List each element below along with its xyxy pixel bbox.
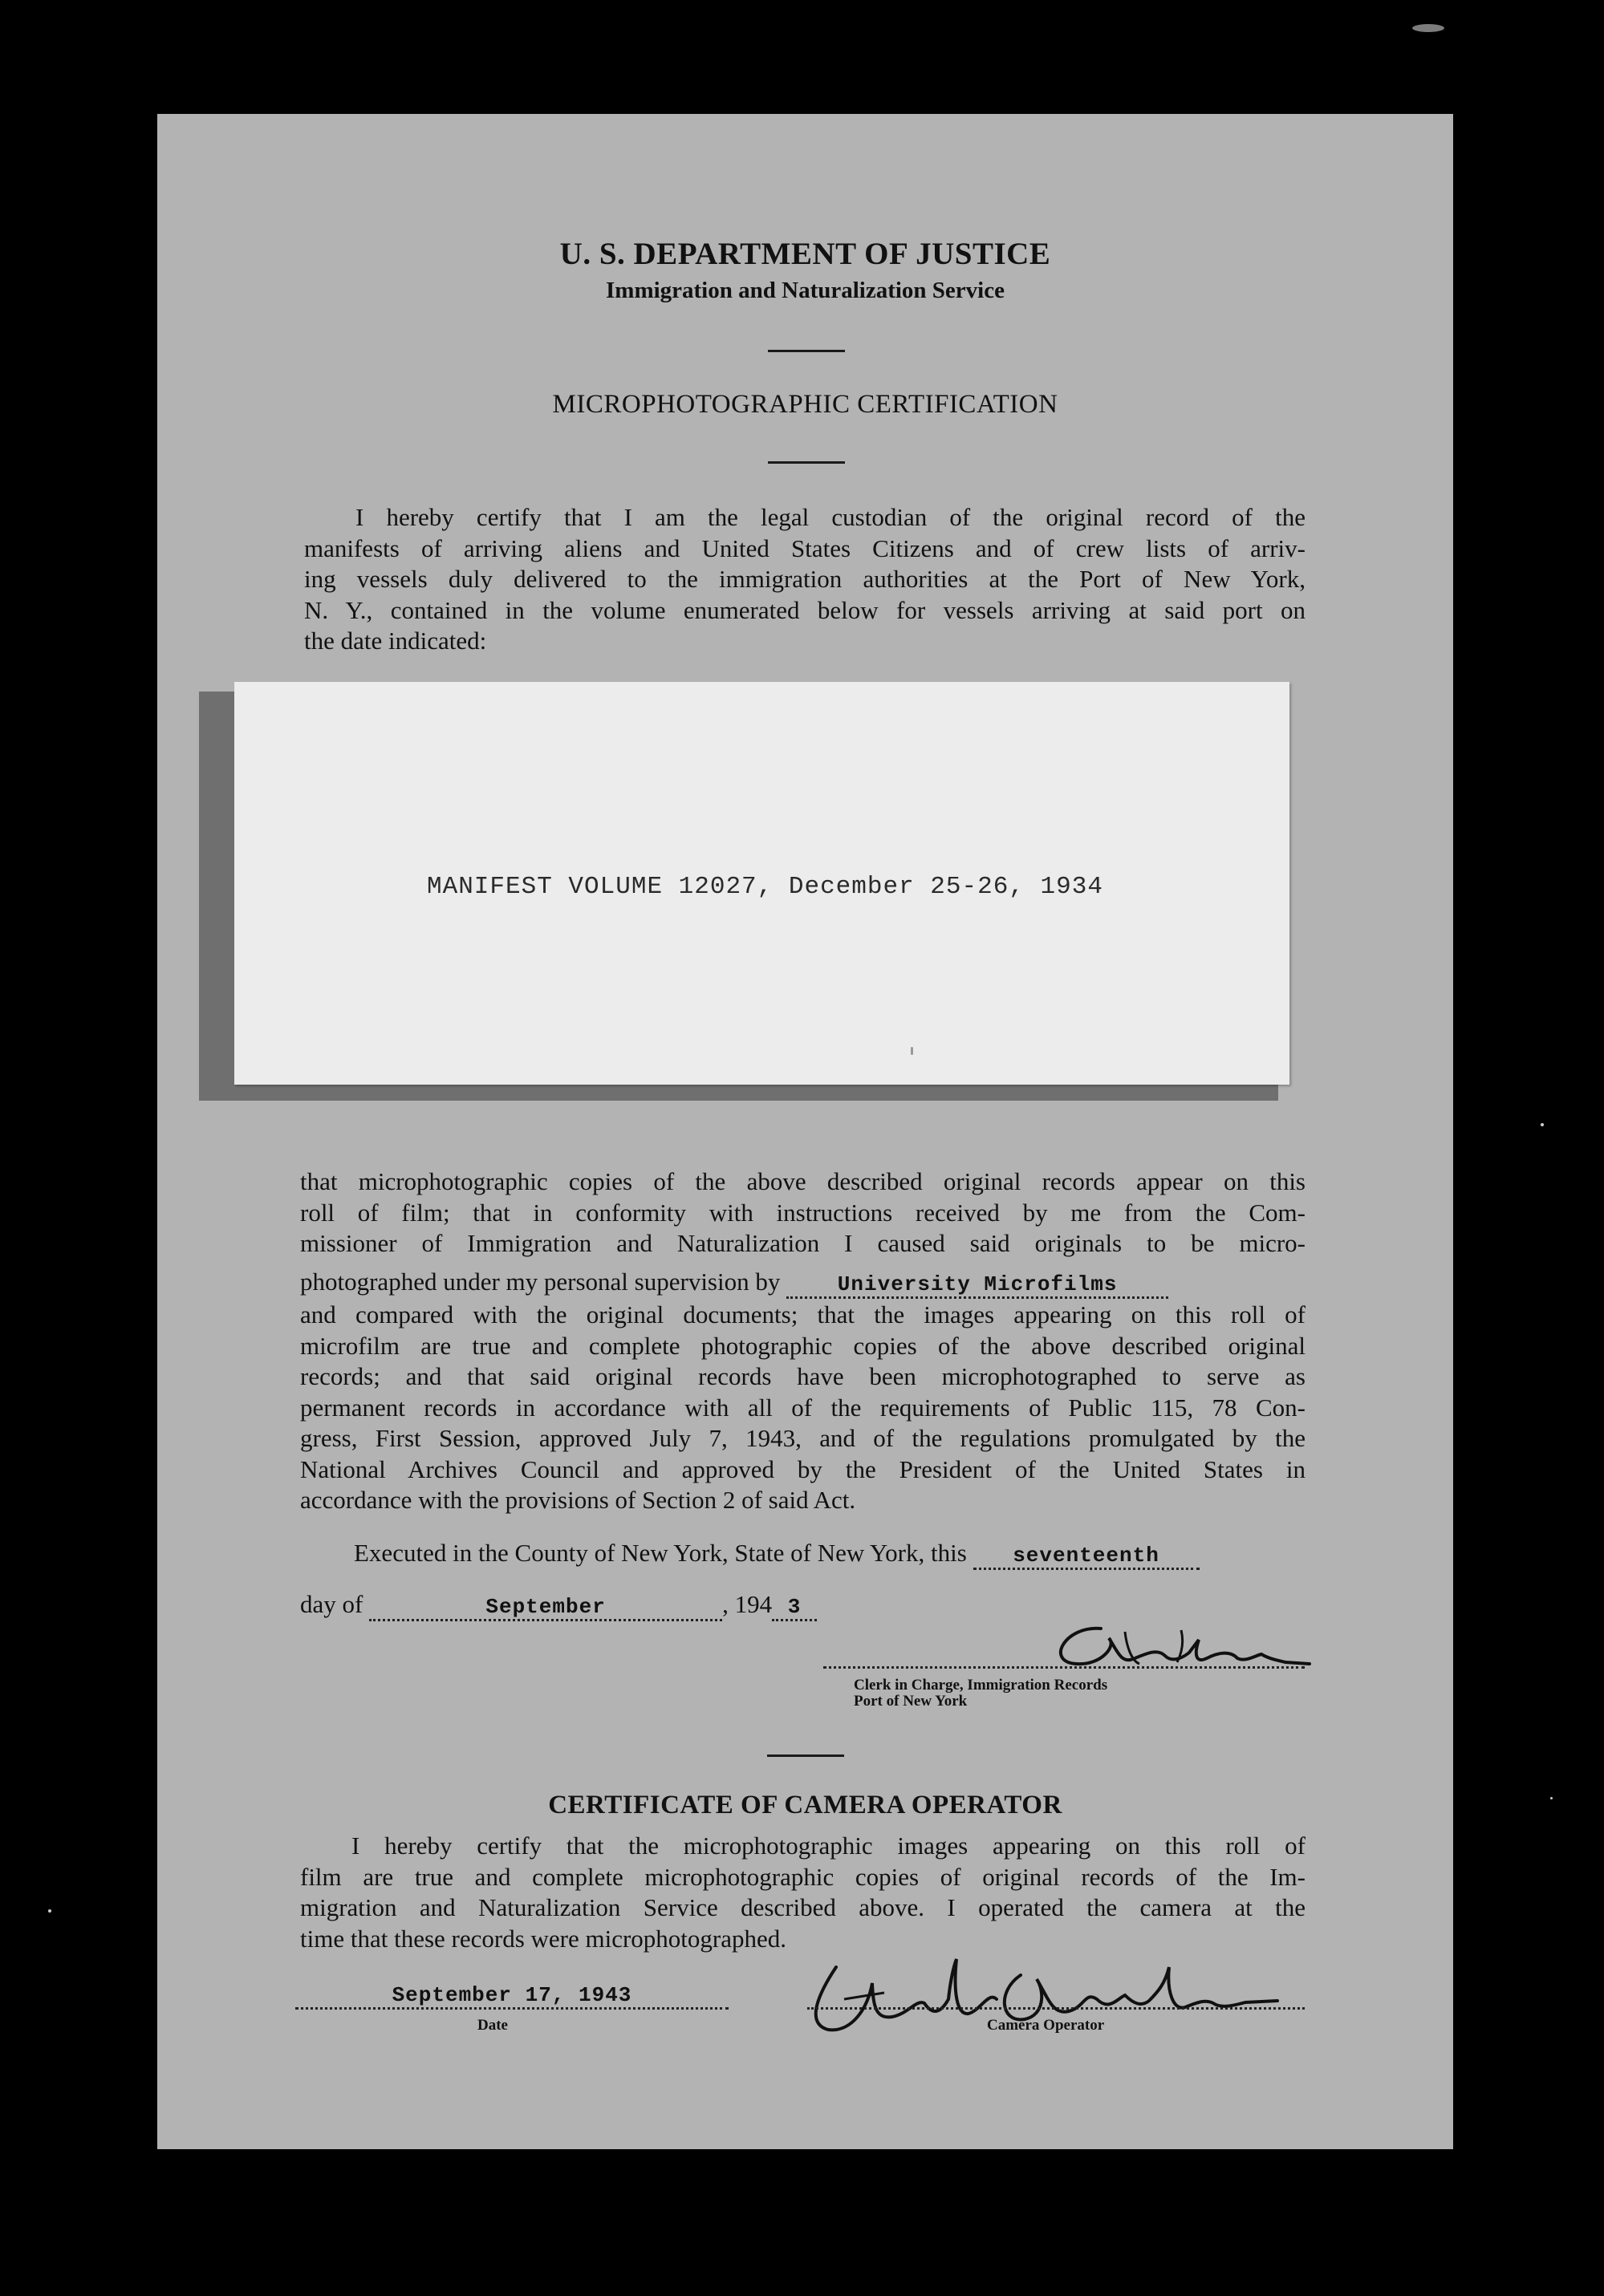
year-value: 3 [787, 1595, 802, 1619]
executed-line [354, 1539, 1200, 1570]
intro-line: manifests of arriving aliens and United States Citizens and of crew lists of arriv- [304, 533, 1306, 562]
date-line [300, 1590, 817, 1621]
month-value: September [485, 1595, 606, 1619]
camera-line: I hereby certify that the microphotographic images appearing on this roll of [351, 1832, 1306, 1860]
camera-paragraph [300, 1831, 1306, 1954]
body-line: permanent records in accordance with all of the requirements of Public 115, 78 Con- [300, 1393, 1306, 1422]
camera-operator-signature-line [807, 2007, 1305, 2010]
body-line: microfilm are true and complete photographic copies of the above described original [300, 1331, 1306, 1360]
day-of-label: day of [300, 1590, 363, 1618]
day-value: seventeenth [1013, 1544, 1159, 1568]
manifest-volume-label: MANIFEST VOLUME 12027, December 25-26, 1934 [427, 873, 1103, 901]
camera-date-field [295, 1983, 729, 2010]
body-paragraph [300, 1166, 1306, 1260]
supervision-prefix: photographed under my personal supervision by [300, 1268, 781, 1296]
film-speck [1412, 24, 1444, 32]
film-speck [1541, 1123, 1544, 1126]
certificate-sheet [157, 114, 1453, 2149]
body-line: that microphotographic copies of the above described original records appear on this [300, 1167, 1306, 1195]
camera-line: film are true and complete microphotographic copies of original records of the Im- [300, 1862, 1306, 1891]
camera-date-value: September 17, 1943 [392, 1983, 632, 2007]
paper-mark [911, 1047, 913, 1055]
department-heading: U. S. DEPARTMENT OF JUSTICE [559, 237, 1051, 271]
supervision-value: University Microfilms [837, 1272, 1118, 1296]
body-line: roll of film; that in conformity with instructions received by me from the Com- [300, 1198, 1306, 1227]
camera-operator-label: Camera Operator [987, 2017, 1105, 2034]
film-speck [1550, 1797, 1553, 1799]
year-prefix: , 194 [722, 1590, 773, 1618]
camera-certificate-title: CERTIFICATE OF CAMERA OPERATOR [548, 1791, 1062, 1819]
intro-line: the date indicated: [304, 627, 487, 655]
clerk-title-line2: Port of New York [854, 1693, 968, 1710]
body-line: missioner of Immigration and Naturalization I caused said originals to be micro- [300, 1229, 1306, 1257]
divider [767, 1754, 844, 1757]
supervision-line [300, 1268, 1306, 1299]
intro-line: ing vessels duly delivered to the immigration authorities at the Port of New York, [304, 565, 1306, 593]
body-line: accordance with the provisions of Section 2 of said Act. [300, 1486, 856, 1514]
supervision-field [786, 1272, 1168, 1299]
camera-line: migration and Naturalization Service described above. I operated the camera at the [300, 1893, 1306, 1921]
body-line: gress, First Session, approved July 7, 1943, and of the regulations promulgated by the [300, 1424, 1306, 1452]
executed-prefix: Executed in the County of New York, State of New York, this [354, 1539, 967, 1567]
camera-date-label: Date [477, 2017, 508, 2034]
divider [768, 461, 845, 464]
month-field [369, 1595, 722, 1621]
clerk-title-line1: Clerk in Charge, Immigration Records [854, 1677, 1108, 1694]
body-line: records; and that said original records have been microphotographed to serve as [300, 1362, 1306, 1390]
intro-line: N. Y., contained in the volume enumerated below for vessels arriving at said port on [304, 595, 1306, 624]
year-field [772, 1595, 817, 1621]
day-field [973, 1544, 1200, 1570]
manifest-slip [234, 682, 1289, 1085]
clerk-signature-line [823, 1666, 1305, 1669]
body-line: National Archives Council and approved by the President of the United States in [300, 1454, 1306, 1483]
film-speck [48, 1909, 51, 1913]
camera-line: time that these records were microphotographed. [300, 1924, 786, 1953]
body-line: and compared with the original documents; that the images appearing on this roll of [300, 1300, 1306, 1329]
service-subheading: Immigration and Naturalization Service [606, 278, 1005, 303]
divider [768, 350, 845, 352]
intro-paragraph [304, 502, 1306, 657]
intro-line: I hereby certify that I am the legal custodian of the original record of the [355, 503, 1306, 531]
page-title: MICROPHOTOGRAPHIC CERTIFICATION [552, 390, 1058, 419]
body-paragraph-continued [300, 1300, 1306, 1516]
